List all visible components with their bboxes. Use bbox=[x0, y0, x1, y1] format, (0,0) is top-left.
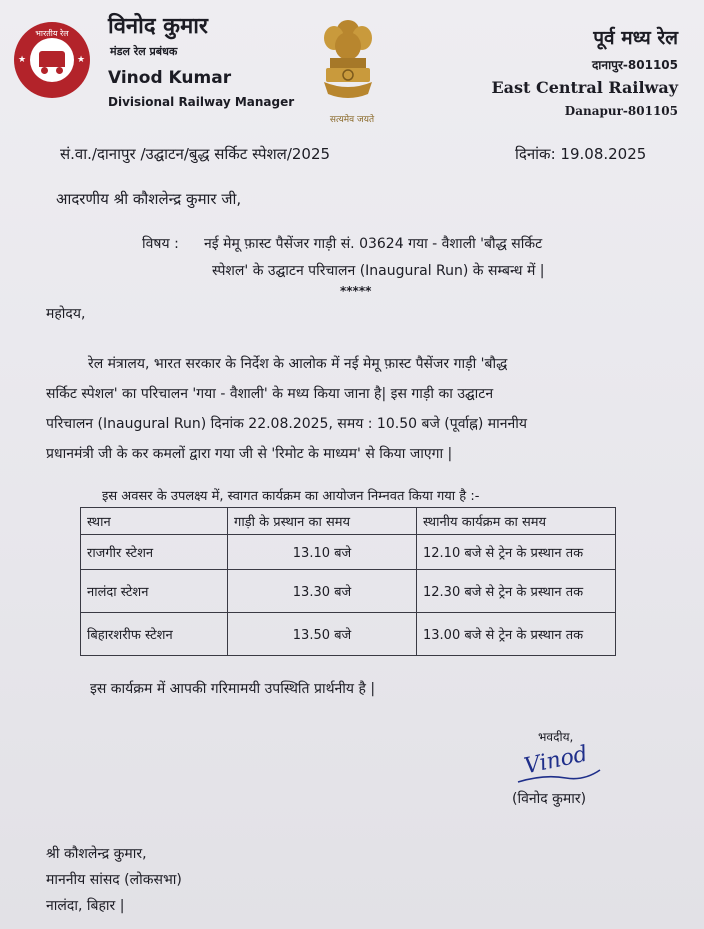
national-emblem bbox=[316, 14, 380, 125]
program-cell: 12.10 बजे से ट्रेन के प्रस्थान तक bbox=[417, 535, 616, 570]
departure-cell: 13.10 बजे bbox=[228, 535, 417, 570]
departure-cell: 13.50 बजे bbox=[228, 613, 417, 656]
signature-stroke-icon bbox=[514, 764, 604, 788]
officer-name-english: Vinod Kumar bbox=[108, 68, 232, 88]
emblem-motto: सत्यमेव जयते bbox=[329, 115, 375, 125]
table-row bbox=[81, 535, 616, 570]
subject-label: विषय : bbox=[142, 236, 179, 252]
recipient-line: माननीय सांसद (लोकसभा) bbox=[46, 872, 182, 888]
signature: Vinod bbox=[522, 741, 590, 780]
star-icon: ★ bbox=[77, 55, 86, 65]
recipient-line: श्री कौशलेन्द्र कुमार, bbox=[46, 846, 147, 862]
officer-designation-hindi: मंडल रेल प्रबंधक bbox=[110, 45, 178, 58]
recipient-line: नालंदा, बिहार | bbox=[46, 898, 125, 914]
subject-line-1: नई मेमू फ़ास्ट पैसेंजर गाड़ी सं. 03624 गया - वैशाली 'बौद्ध सर्किट bbox=[204, 236, 543, 252]
date-label: दिनांक: bbox=[515, 145, 556, 163]
org-address-english: Danapur-801105 bbox=[564, 104, 678, 118]
officer-name-hindi: विनोद कुमार bbox=[108, 14, 208, 39]
org-name-hindi: पूर्व मध्य रेल bbox=[593, 27, 678, 49]
schedule-table bbox=[80, 507, 616, 656]
wheel-icon bbox=[56, 67, 63, 74]
departure-cell: 13.30 बजे bbox=[228, 570, 417, 613]
star-icon: ★ bbox=[18, 55, 27, 65]
salutation: आदरणीय श्री कौशलेन्द्र कुमार जी, bbox=[56, 190, 242, 208]
separator-stars: ***** bbox=[340, 284, 372, 298]
body-line: प्रधानमंत्री जी के कर कमलों द्वारा गया जी से 'रिमोट के माध्यम' से किया जाएगा | bbox=[46, 446, 453, 462]
header-station: स्थान bbox=[81, 508, 228, 535]
table-header-row bbox=[81, 508, 616, 535]
reference-number: सं.वा./दानापुर /उद्घाटन/बुद्ध सर्किट स्पेशल/2025 bbox=[60, 145, 331, 163]
station-cell: बिहारशरीफ स्टेशन bbox=[81, 613, 228, 656]
locomotive-icon bbox=[39, 51, 65, 67]
logo-text: भारतीय रेल bbox=[35, 29, 69, 38]
program-cell: 12.30 बजे से ट्रेन के प्रस्थान तक bbox=[417, 570, 616, 613]
table-row bbox=[81, 613, 616, 656]
lion-capital-icon bbox=[316, 14, 380, 106]
station-cell: राजगीर स्टेशन bbox=[81, 535, 228, 570]
header-departure-time: गाड़ी के प्रस्थान का समय bbox=[228, 508, 417, 535]
org-address-hindi: दानापुर-801105 bbox=[591, 58, 678, 72]
body-line: रेल मंत्रालय, भारत सरकार के निर्देश के आलोक में नई मेमू फ़ास्ट पैसेंजर गाड़ी 'बौद्ध bbox=[88, 356, 508, 372]
officer-designation-english: Divisional Railway Manager bbox=[108, 95, 295, 109]
sign-off: भवदीय, bbox=[538, 730, 574, 744]
subject-line-2: स्पेशल' के उद्घाटन परिचालन (Inaugural Run) के सम्बन्ध में | bbox=[212, 263, 545, 279]
greeting: महोदय, bbox=[46, 306, 86, 322]
logo-inner-circle bbox=[30, 38, 74, 82]
wheel-icon bbox=[41, 67, 48, 74]
program-cell: 13.00 बजे से ट्रेन के प्रस्थान तक bbox=[417, 613, 616, 656]
station-cell: नालंदा स्टेशन bbox=[81, 570, 228, 613]
signer-name: (विनोद कुमार) bbox=[512, 791, 587, 807]
header-program-time: स्थानीय कार्यक्रम का समय bbox=[417, 508, 616, 535]
org-name-english: East Central Railway bbox=[491, 78, 678, 97]
indian-railways-logo bbox=[14, 22, 90, 98]
table-row bbox=[81, 570, 616, 613]
closing-request: इस कार्यक्रम में आपकी गरिमामयी उपस्थिति प्रार्थनीय है | bbox=[90, 681, 376, 697]
table-intro: इस अवसर के उपलक्ष्य में, स्वागत कार्यक्रम का आयोजन निम्नवत किया गया है :- bbox=[102, 489, 480, 504]
date-line bbox=[515, 144, 646, 164]
body-line: परिचालन (Inaugural Run) दिनांक 22.08.2025, समय : 10.50 बजे (पूर्वाह्न) माननीय bbox=[46, 416, 528, 432]
body-line: सर्किट स्पेशल' का परिचालन 'गया - वैशाली' के मध्य किया जाना है| इस गाड़ी का उद्घाटन bbox=[46, 386, 494, 402]
date-value: 19.08.2025 bbox=[560, 145, 647, 163]
